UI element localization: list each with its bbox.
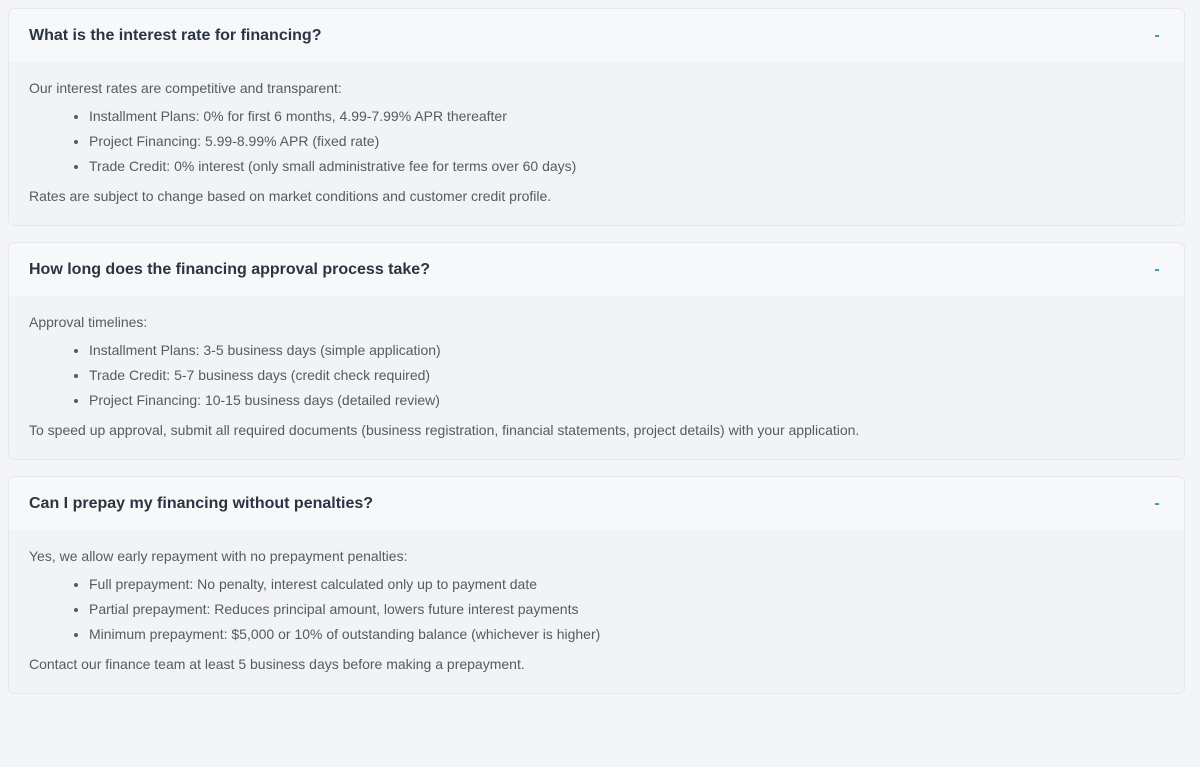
faq-header-prepayment[interactable] [9, 477, 1184, 530]
faq-question: How long does the financing approval process take? [29, 260, 430, 278]
faq-item-approval-process [8, 242, 1185, 460]
faq-answer-list [29, 575, 1164, 643]
faq-answer-note: Rates are subject to change based on market conditions and customer credit profile. [29, 188, 552, 204]
collapse-icon[interactable]: - [1154, 260, 1160, 278]
list-item: • Minimum prepayment: $5,000 or 10% of outstanding balance (whichever is higher) [89, 625, 1164, 643]
faq-question: Can I prepay my financing without penalties? [29, 494, 374, 512]
faq-answer [9, 530, 1184, 693]
list-item: • Installment Plans: 0% for first 6 months, 4.99-7.99% APR thereafter [89, 107, 1164, 125]
list-item: • Partial prepayment: Reduces principal amount, lowers future interest payments [89, 600, 1164, 618]
collapse-icon[interactable]: - [1154, 494, 1160, 512]
faq-answer-note: To speed up approval, submit all required documents (business registration, financial statements, project details) with your application. [29, 422, 860, 438]
list-item: • Trade Credit: 5-7 business days (credit check required) [89, 366, 1164, 384]
faq-question: What is the interest rate for financing? [29, 26, 322, 44]
collapse-icon[interactable]: - [1154, 26, 1160, 44]
faq-answer-list [29, 107, 1164, 175]
faq-answer-intro: Yes, we allow early repayment with no prepayment penalties: [29, 548, 408, 564]
faq-item-prepayment [8, 476, 1185, 694]
faq-item-interest-rate [8, 8, 1185, 226]
faq-answer-intro: Approval timelines: [29, 314, 148, 330]
faq-list [8, 8, 1185, 710]
list-item: • Installment Plans: 3-5 business days (simple application) [89, 341, 1164, 359]
list-item: • Trade Credit: 0% interest (only small administrative fee for terms over 60 days) [89, 157, 1164, 175]
faq-header-approval-process[interactable] [9, 243, 1184, 296]
faq-answer [9, 296, 1184, 459]
faq-answer-note: Contact our finance team at least 5 business days before making a prepayment. [29, 656, 525, 672]
faq-answer [9, 62, 1184, 225]
faq-answer-list [29, 341, 1164, 409]
list-item: • Full prepayment: No penalty, interest calculated only up to payment date [89, 575, 1164, 593]
faq-header-interest-rate[interactable] [9, 9, 1184, 62]
list-item: • Project Financing: 10-15 business days (detailed review) [89, 391, 1164, 409]
list-item: • Project Financing: 5.99-8.99% APR (fixed rate) [89, 132, 1164, 150]
faq-answer-intro: Our interest rates are competitive and transparent: [29, 80, 342, 96]
